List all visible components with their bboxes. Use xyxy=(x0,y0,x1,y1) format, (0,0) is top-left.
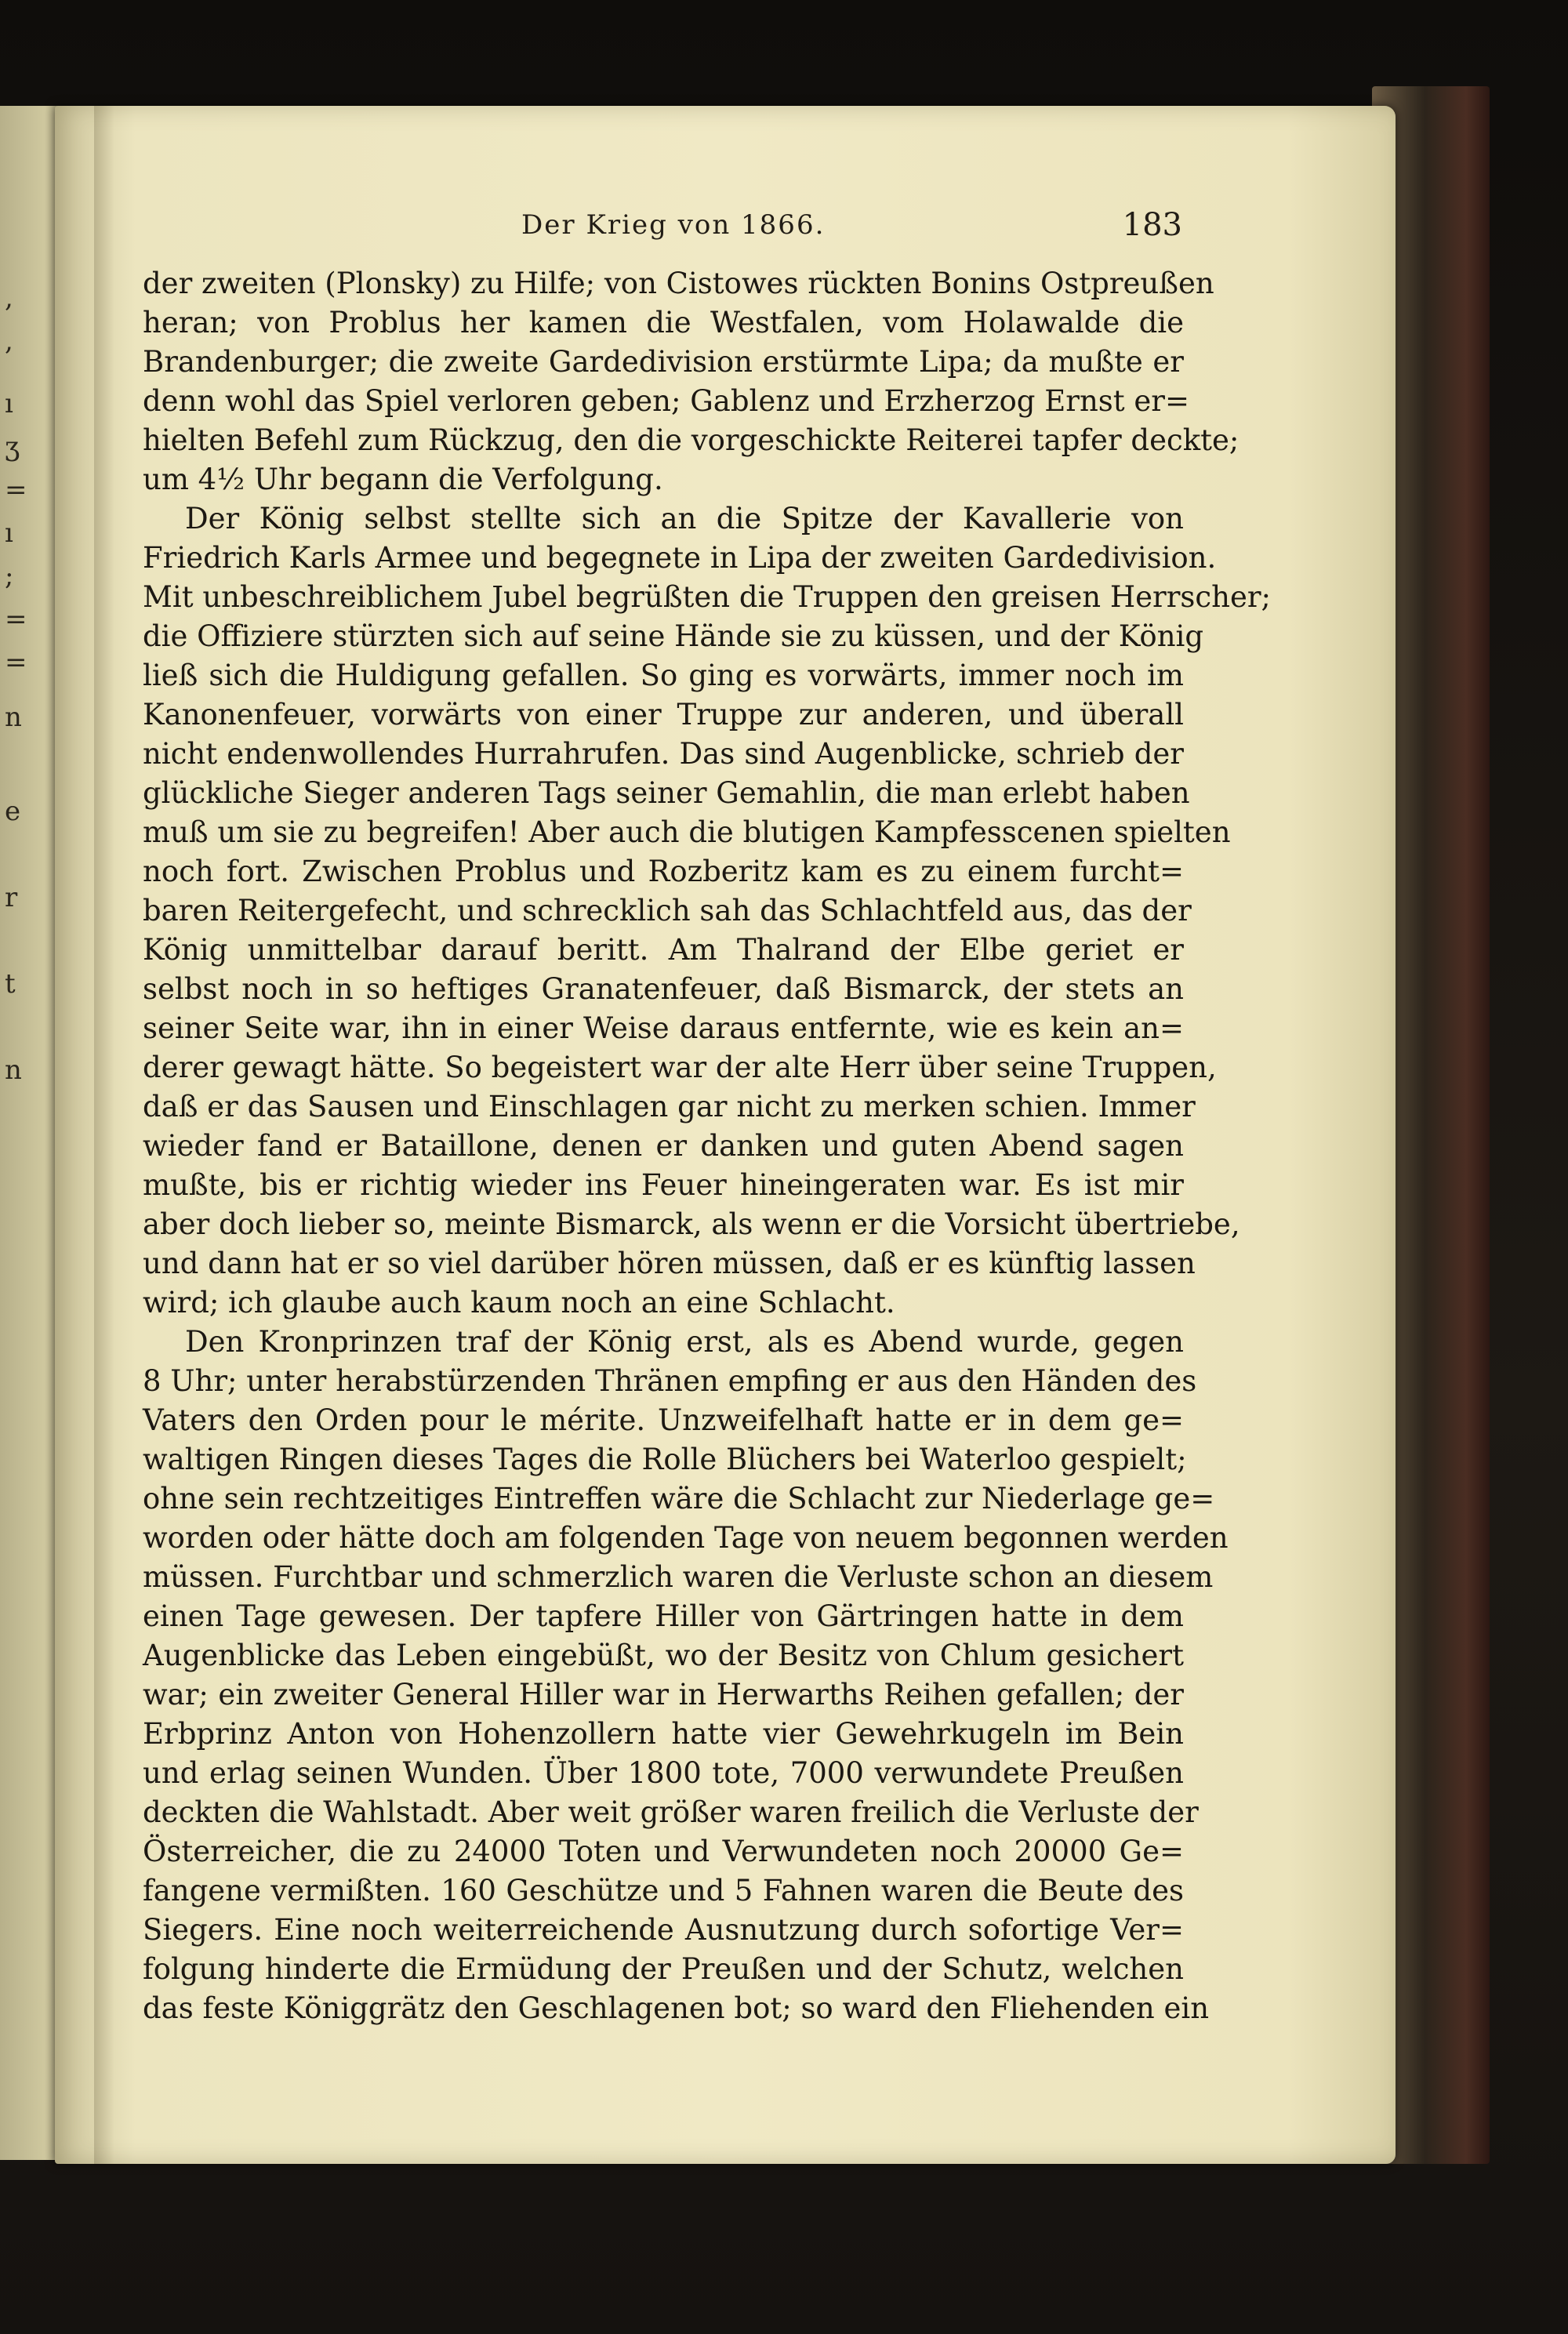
text-line: der zweiten (Plonsky) zu Hilfe; von Cistowes rückten Bonins Ostpreußen xyxy=(143,267,1214,300)
left-page-fragment: ʒ xyxy=(5,431,20,463)
left-page-fragment: t xyxy=(5,968,16,1000)
text-line: Brandenburger; die zweite Gardedivision erstürmte Lipa; da mußte er xyxy=(143,345,1184,379)
text-line: aber doch lieber so, meinte Bismarck, als wenn er die Vorsicht übertriebe, xyxy=(143,1207,1240,1241)
running-header xyxy=(0,205,1568,245)
text-line: und dann hat er so viel darüber hören müssen, daß er es künftig lassen xyxy=(143,1247,1196,1280)
text-line: deckten die Wahlstadt. Aber weit größer waren freilich die Verluste der xyxy=(143,1795,1199,1829)
text-line: Friedrich Karls Armee und begegnete in Lipa der zweiten Gardedivision. xyxy=(143,541,1217,575)
left-page-fragment: ; xyxy=(5,561,14,592)
text-line: und erlag seinen Wunden. Über 1800 tote, 7000 verwundete Preußen xyxy=(143,1756,1184,1790)
left-page-fragment: n xyxy=(5,702,22,733)
left-page-fragment: ı xyxy=(5,517,13,549)
text-line: seiner Seite war, ihn in einer Weise daraus entfernte, wie es kein an= xyxy=(143,1011,1184,1045)
text-line: Siegers. Eine noch weiterreichende Ausnutzung durch sofortige Ver= xyxy=(143,1913,1184,1947)
text-line: heran; von Problus her kamen die Westfalen, vom Holawalde die xyxy=(143,306,1184,339)
text-line: Mit unbeschreiblichem Jubel begrüßten die Truppen den greisen Herrscher; xyxy=(143,580,1271,614)
left-page-fragment: e xyxy=(5,796,21,827)
text-line: glückliche Sieger anderen Tags seiner Gemahlin, die man erlebt haben xyxy=(143,776,1190,810)
text-line: derer gewagt hätte. So begeistert war der alte Herr über seine Truppen, xyxy=(143,1051,1217,1084)
text-line: selbst noch in so heftiges Granatenfeuer, daß Bismarck, der stets an xyxy=(143,972,1184,1006)
text-line: die Offiziere stürzten sich auf seine Hände sie zu küssen, und der König xyxy=(143,619,1204,653)
left-page-fragment: , xyxy=(5,325,13,357)
text-line: denn wohl das Spiel verloren geben; Gablenz und Erzherzog Ernst er= xyxy=(143,384,1189,418)
text-line: ließ sich die Huldigung gefallen. So ging es vorwärts, immer noch im xyxy=(143,659,1184,692)
left-page-fragment: n xyxy=(5,1054,22,1086)
left-page-fragment: = xyxy=(5,647,27,678)
left-page-fragment: ı xyxy=(5,388,13,419)
text-line: baren Reitergefecht, und schrecklich sah das Schlachtfeld aus, das der xyxy=(143,894,1192,927)
text-line: Kanonenfeuer, vorwärts von einer Truppe zur anderen, und überall xyxy=(143,698,1184,731)
text-line: Der König selbst stellte sich an die Spitze der Kavallerie von xyxy=(185,502,1184,535)
text-line: nicht endenwollendes Hurrahrufen. Das sind Augenblicke, schrieb der xyxy=(143,737,1184,771)
left-page-fragment: r xyxy=(5,882,18,913)
text-line: wieder fand er Bataillone, denen er danken und guten Abend sagen xyxy=(143,1129,1184,1163)
text-line: Vaters den Orden pour le mérite. Unzweifelhaft hatte er in dem ge= xyxy=(143,1403,1184,1437)
text-line: hielten Befehl zum Rückzug, den die vorgeschickte Reiterei tapfer deckte; xyxy=(143,423,1240,457)
left-page-fragment: = xyxy=(5,474,27,506)
text-line: daß er das Sausen und Einschlagen gar nicht zu merken schien. Immer xyxy=(143,1090,1196,1123)
text-line: noch fort. Zwischen Problus und Rozberitz kam es zu einem furcht= xyxy=(143,855,1184,888)
running-title: Der Krieg von 1866. xyxy=(521,209,826,241)
text-line: 8 Uhr; unter herabstürzenden Thränen empfing er aus den Händen des xyxy=(143,1364,1197,1398)
text-line: worden oder hätte doch am folgenden Tage von neuem begonnen werden xyxy=(143,1521,1229,1555)
text-line: das feste Königgrätz den Geschlagenen bot; so ward den Fliehenden ein xyxy=(143,1991,1210,2025)
left-page-fragment: = xyxy=(5,604,27,635)
left-page-fragment: , xyxy=(5,282,13,314)
page-gutter-shadow xyxy=(94,106,114,2164)
text-line: Erbprinz Anton von Hohenzollern hatte vier Gewehrkugeln im Bein xyxy=(143,1717,1184,1751)
text-line: wird; ich glaube auch kaum noch an eine Schlacht. xyxy=(143,1286,895,1319)
text-line: Österreicher, die zu 24000 Toten und Verwundeten noch 20000 Ge= xyxy=(143,1835,1184,1868)
text-line: waltigen Ringen dieses Tages die Rolle Blüchers bei Waterloo gespielt; xyxy=(143,1443,1187,1476)
text-line: müssen. Furchtbar und schmerzlich waren die Verluste schon an diesem xyxy=(143,1560,1214,1594)
text-line: mußte, bis er richtig wieder ins Feuer hineingeraten war. Es ist mir xyxy=(143,1168,1184,1202)
text-line: Den Kronprinzen traf der König erst, als es Abend wurde, gegen xyxy=(185,1325,1184,1359)
text-line: muß um sie zu begreifen! Aber auch die blutigen Kampfesscenen spielten xyxy=(143,815,1231,849)
text-line: einen Tage gewesen. Der tapfere Hiller von Gärtringen hatte in dem xyxy=(143,1599,1184,1633)
text-line: fangene vermißten. 160 Geschütze und 5 Fahnen waren die Beute des xyxy=(143,1874,1184,1907)
text-line: folgung hinderte die Ermüdung der Preußen und der Schutz, welchen xyxy=(143,1952,1184,1986)
page-number: 183 xyxy=(1122,207,1182,243)
text-line: Augenblicke das Leben eingebüßt, wo der Besitz von Chlum gesichert xyxy=(143,1639,1184,1672)
text-line: war; ein zweiter General Hiller war in Herwarths Reihen gefallen; der xyxy=(143,1678,1184,1711)
text-line: um 4½ Uhr begann die Verfolgung. xyxy=(143,463,663,496)
text-line: ohne sein rechtzeitiges Eintreffen wäre die Schlacht zur Niederlage ge= xyxy=(143,1482,1215,1515)
text-line: König unmittelbar darauf beritt. Am Thalrand der Elbe geriet er xyxy=(143,933,1184,967)
